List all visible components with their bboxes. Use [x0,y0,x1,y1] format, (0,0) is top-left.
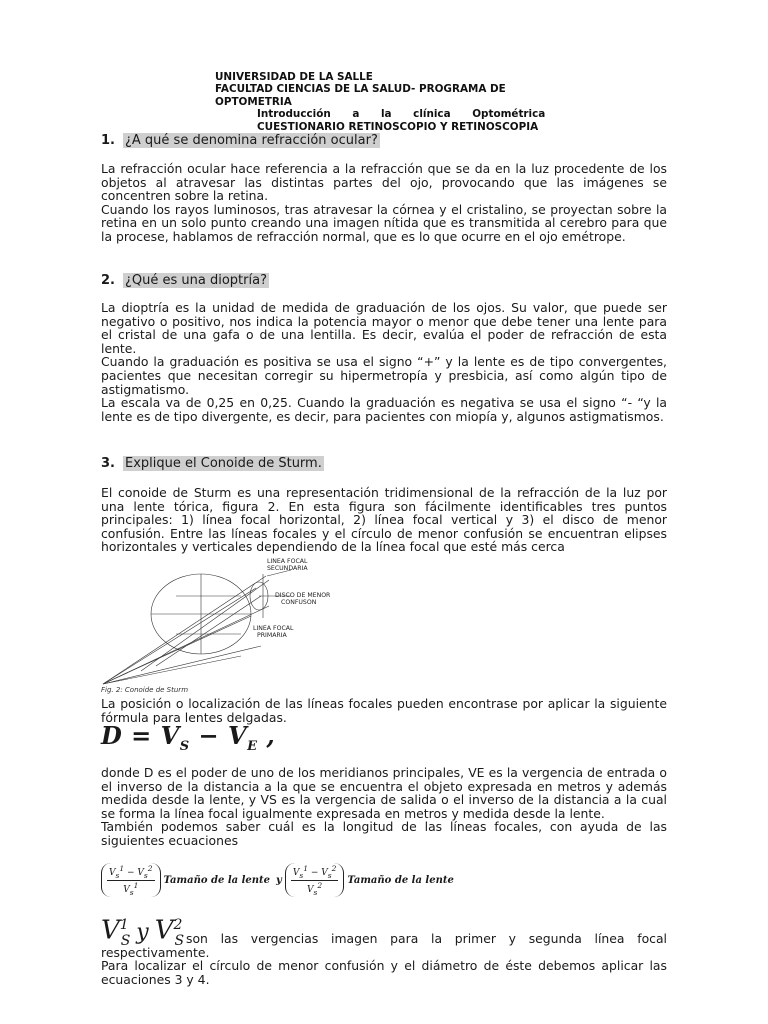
header-faculty: FACULTAD CIENCIAS DE LA SALUD- PROGRAMA DE OPTOMETRIA [215,83,506,108]
paragraph: La posición o localización de las líneas focales pueden encontrase por aplicar la siguiente fórmula para lentes delgadas. [101,696,667,725]
equation-and: y [276,874,282,886]
header-questionnaire: CUESTIONARIO RETINOSCOPIO Y RETINOSCOPIA [257,120,539,133]
equation-fraction-2: $\frac{V_s^1 - V_s^2}{V_s^2}$ [285,863,345,897]
question-title: Explique el Conoide de Sturm. [125,456,322,471]
equation-size-label: Tamaño de la lente [347,874,454,886]
label-disc-confusion: DISCO DE MENOR [275,592,331,599]
paragraph: Para localizar el círculo de menor confusión y el diámetro de éste debemos aplicar las ecuaciones 3 y 4. [101,958,667,987]
body-paragraph [101,766,667,848]
header-course: Introducción a la clínica Optométrica [257,108,546,121]
label-focal-line-secondary: LINEA FOCAL [267,558,308,565]
body-paragraph [101,697,667,724]
question-2-answer [101,301,667,423]
label-focal-line-primary: PRIMARIA [257,632,287,639]
paragraph: Cuando la graduación es positiva se usa el signo “+” y la lente es de tipo convergentes, pacientes que necesitan corregir su hipermetropía y presbicia, así como algún tipo de astigmatismo. [101,354,667,397]
question-title: ¿Qué es una dioptría? [125,273,267,288]
paragraph: donde D es el poder de uno de los meridianos principales, VE es la vergencia de entrada o el inverso de la distancia a la que se encuentra el objeto expresada en metros y además medida desde la lente, y VS es la vergencia de salida o el inverso de la distancia a la cual se forma la línea focal igualmente expresada en metros y medida desde la lente. [101,765,667,821]
paragraph: Cuando los rayos luminosos, tras atravesar la córnea y el cristalino, se proyectan sobre la retina en un solo punto creando una imagen nítida que es transmitida al cerebro para que la procese, hablamos de refracción normal, que es lo que ocurre en el ojo emétrope. [101,201,667,244]
symbol-v: V [101,915,120,946]
label-focal-line-secondary: SECUNDARIA [267,565,308,572]
paragraph: son las vergencias imagen para la primer y segunda línea focal respectivamente. [101,931,667,960]
question-number: 1. [101,133,115,148]
formula-s: S [179,738,190,754]
formula-comma: , [257,721,276,750]
sturm-conoid-figure [101,556,331,696]
paragraph: El conoide de Sturm es una representación tridimensional de la refracción de la luz por una lente tórica, figura 2. En esta figura son fácilmente identificables tres puntos principales: 1) línea focal horizontal, 2) línea focal vertical y 3) el disco de menor confusión. Entre las líneas focales y el círculo de menor confusión se encuentran elipses horizontales y verticales dependiendo de la línea focal que esté más cerca [101,485,667,555]
symbol-and: y [136,919,149,945]
paragraph: La dioptría es la unidad de medida de graduación de los ojos. Su valor, que puede ser negativo o positivo, nos indica la potencia mayor o menor que debe tener una lente para el cristal de una gafa o de una lentilla. Es decir, evalúa el poder de refracción de esta lente. [101,300,667,356]
document-header [215,71,555,133]
lens-formula [101,722,275,761]
formula-e: E [247,738,258,754]
question-number: 3. [101,456,115,471]
symbol-sup: 2 [173,917,183,933]
header-university: UNIVERSIDAD DE LA SALLE [215,71,373,83]
focal-length-equations [101,860,457,900]
question-1-heading [101,133,380,148]
question-title: ¿A qué se denomina refracción ocular? [125,133,378,148]
label-focal-line-primary: LINEA FOCAL [253,625,294,632]
symbol-sup: 1 [119,917,129,933]
symbol-v: V [154,915,174,946]
formula-v: V [227,721,248,750]
formula-d: D [101,721,123,750]
equation-size-label: Tamaño de la lente [163,874,271,886]
paragraph: La escala va de 0,25 en 0,25. Cuando la graduación es negativa se usa el signo “- “y la lente es de tipo divergente, es decir, para pacientes con miopía y, algunos astigmatismos. [101,395,667,424]
formula-eq: = [122,721,161,750]
question-3-answer [101,486,667,554]
label-disc-confusion: CONFUSON [281,599,317,606]
figure-caption: Fig. 2: Conoide de Sturm [101,686,189,694]
formula-minus: − [189,721,228,750]
question-2-heading [101,273,269,288]
question-1-answer [101,162,667,244]
symbol-sub: S [120,932,131,949]
question-number: 2. [101,273,115,288]
paragraph: La refracción ocular hace referencia a la refracción que se da en la luz procedente de los objetos al atravesar las distintas partes del ojo, provocando que las imágenes se concentren sobre la retina. [101,161,667,204]
paragraph: También podemos saber cuál es la longitud de las líneas focales, con ayuda de las siguientes ecuaciones [101,819,667,848]
equation-fraction-1: $\frac{V_s^1 - V_s^2}{V_s^1}$ [101,863,161,897]
question-3-heading [101,456,324,471]
body-paragraph [101,932,667,986]
formula-v: V [160,721,180,750]
symbol-sub: S [174,932,185,949]
